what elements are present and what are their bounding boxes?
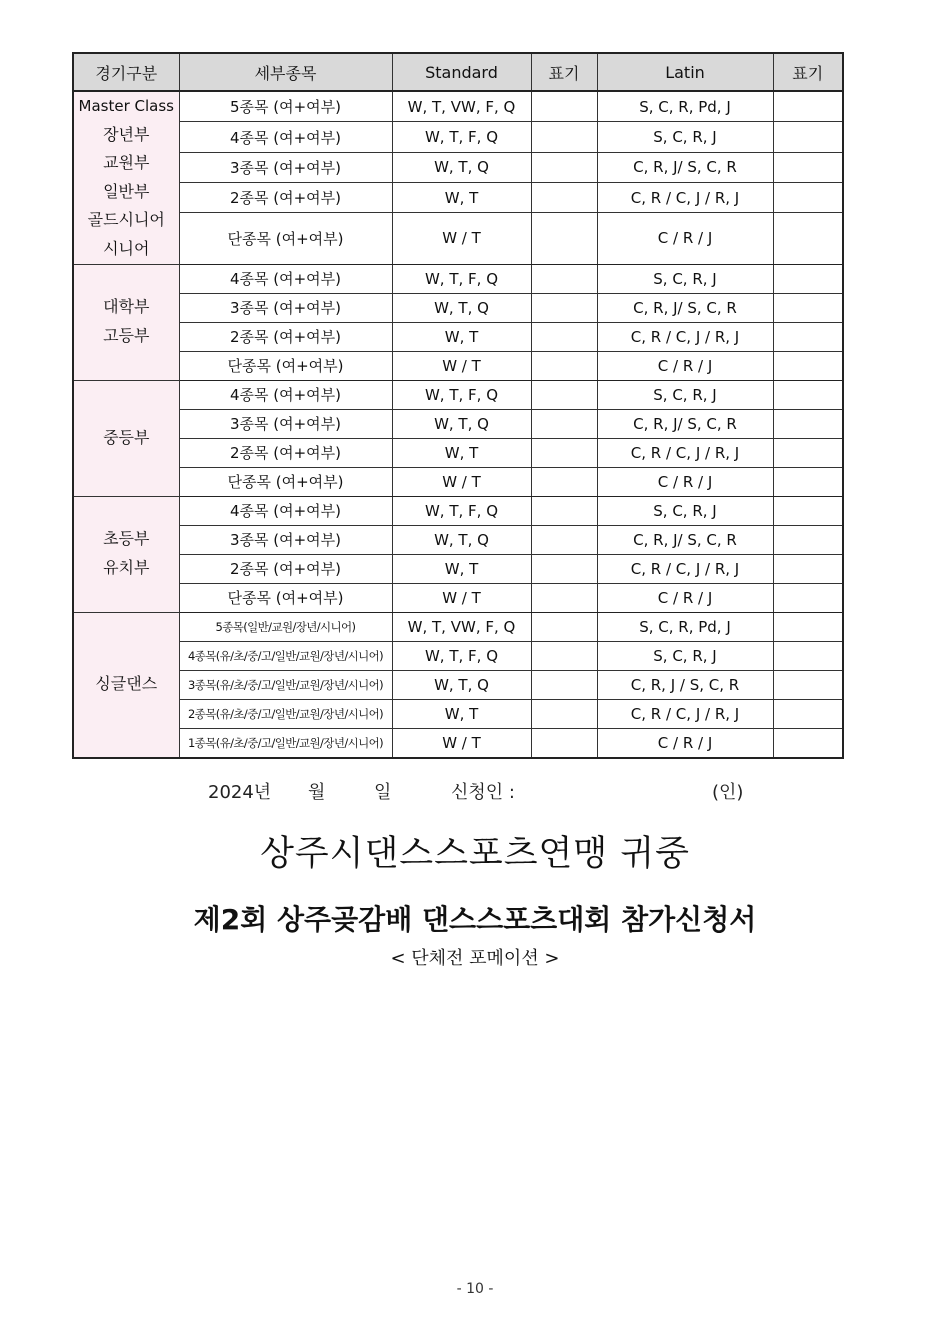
standard-mark-cell[interactable]: [531, 182, 597, 212]
standard-mark-cell[interactable]: [531, 351, 597, 380]
event-cell: 4종목 (여+여부): [179, 264, 392, 293]
standard-cell: W, T, Q: [392, 670, 531, 699]
header-standard: Standard: [392, 53, 531, 91]
table-header-row: [73, 53, 843, 91]
latin-cell: S, C, R, J: [597, 380, 773, 409]
standard-cell: W, T, Q: [392, 525, 531, 554]
division-label: 시니어: [103, 238, 150, 258]
division-label: 중등부: [103, 427, 150, 447]
latin-cell: C / R / J: [597, 351, 773, 380]
standard-cell: W, T: [392, 322, 531, 351]
latin-cell: C / R / J: [597, 583, 773, 612]
table-row: [73, 351, 843, 380]
latin-mark-cell[interactable]: [773, 213, 843, 264]
latin-mark-cell[interactable]: [773, 612, 843, 641]
event-cell: 단종목 (여+여부): [179, 583, 392, 612]
standard-cell: W, T, Q: [392, 293, 531, 322]
table-row: [73, 409, 843, 438]
signature-month: 월: [308, 782, 326, 803]
division-label: 고등부: [103, 326, 150, 346]
standard-mark-cell[interactable]: [531, 641, 597, 670]
latin-mark-cell[interactable]: [773, 496, 843, 525]
standard-mark-cell[interactable]: [531, 612, 597, 641]
standard-mark-cell[interactable]: [531, 438, 597, 467]
latin-cell: C, R, J/ S, C, R: [597, 409, 773, 438]
event-cell: 4종목(유/초/중/고/일반/교원/장년/시니어): [179, 641, 392, 670]
standard-cell: W, T, F, Q: [392, 264, 531, 293]
division-label: 초등부: [103, 529, 150, 549]
standard-mark-cell[interactable]: [531, 122, 597, 152]
standard-mark-cell[interactable]: [531, 152, 597, 182]
standard-mark-cell[interactable]: [531, 496, 597, 525]
table-row: [73, 670, 843, 699]
table-row: [73, 152, 843, 182]
standard-cell: W, T, VW, F, Q: [392, 612, 531, 641]
standard-cell: W, T: [392, 438, 531, 467]
latin-cell: C / R / J: [597, 213, 773, 264]
latin-mark-cell[interactable]: [773, 182, 843, 212]
latin-cell: S, C, R, J: [597, 641, 773, 670]
standard-cell: W / T: [392, 467, 531, 496]
latin-cell: C, R / C, J / R, J: [597, 438, 773, 467]
signature-seal: (인): [712, 782, 744, 803]
event-cell: 2종목 (여+여부): [179, 322, 392, 351]
latin-mark-cell[interactable]: [773, 264, 843, 293]
standard-cell: W / T: [392, 728, 531, 758]
standard-cell: W, T: [392, 182, 531, 212]
standard-cell: W, T, VW, F, Q: [392, 91, 531, 122]
page-number: - 10 -: [456, 1281, 494, 1297]
event-cell: 2종목 (여+여부): [179, 554, 392, 583]
event-cell: 2종목 (여+여부): [179, 182, 392, 212]
latin-mark-cell[interactable]: [773, 293, 843, 322]
division-label: 장년부: [103, 124, 150, 144]
event-cell: 5종목(일반/교원/장년/시니어): [179, 612, 392, 641]
division-label: Master Class: [78, 97, 174, 115]
latin-mark-cell[interactable]: [773, 670, 843, 699]
table-row: [73, 641, 843, 670]
table-row: [73, 496, 843, 525]
table-row: [73, 182, 843, 212]
header-latin-mark: 표기: [773, 53, 843, 91]
latin-cell: S, C, R, Pd, J: [597, 612, 773, 641]
standard-mark-cell[interactable]: [531, 728, 597, 758]
division-cell: [73, 264, 179, 380]
event-cell: 3종목 (여+여부): [179, 152, 392, 182]
table-row: [73, 438, 843, 467]
form-subtitle: < 단체전 포메이션 >: [390, 948, 560, 969]
standard-cell: W, T, F, Q: [392, 380, 531, 409]
division-label: 대학부: [103, 297, 150, 317]
entry-table: [72, 52, 844, 759]
latin-mark-cell[interactable]: [773, 122, 843, 152]
latin-mark-cell[interactable]: [773, 380, 843, 409]
latin-cell: S, C, R, J: [597, 264, 773, 293]
event-cell: 단종목 (여+여부): [179, 213, 392, 264]
latin-mark-cell[interactable]: [773, 351, 843, 380]
latin-cell: C / R / J: [597, 467, 773, 496]
standard-cell: W / T: [392, 213, 531, 264]
standard-mark-cell[interactable]: [531, 467, 597, 496]
table-row: [73, 91, 843, 122]
event-cell: 1종목(유/초/중/고/일반/교원/장년/시니어): [179, 728, 392, 758]
latin-mark-cell[interactable]: [773, 152, 843, 182]
table-row: [73, 554, 843, 583]
event-cell: 3종목(유/초/중/고/일반/교원/장년/시니어): [179, 670, 392, 699]
latin-cell: C, R / C, J / R, J: [597, 699, 773, 728]
latin-mark-cell[interactable]: [773, 641, 843, 670]
division-cell: [73, 612, 179, 758]
event-cell: 3종목 (여+여부): [179, 525, 392, 554]
latin-mark-cell[interactable]: [773, 409, 843, 438]
latin-cell: C, R, J / S, C, R: [597, 670, 773, 699]
standard-mark-cell[interactable]: [531, 322, 597, 351]
event-cell: 3종목 (여+여부): [179, 293, 392, 322]
event-cell: 단종목 (여+여부): [179, 467, 392, 496]
table-row: [73, 612, 843, 641]
standard-cell: W / T: [392, 583, 531, 612]
standard-cell: W / T: [392, 351, 531, 380]
latin-mark-cell[interactable]: [773, 583, 843, 612]
table-row: [73, 728, 843, 758]
standard-cell: W, T: [392, 554, 531, 583]
latin-cell: S, C, R, Pd, J: [597, 91, 773, 122]
standard-mark-cell[interactable]: [531, 213, 597, 264]
standard-mark-cell[interactable]: [531, 264, 597, 293]
standard-mark-cell[interactable]: [531, 554, 597, 583]
standard-mark-cell[interactable]: [531, 409, 597, 438]
standard-cell: W, T, F, Q: [392, 496, 531, 525]
division-cell: [73, 380, 179, 496]
event-cell: 5종목 (여+여부): [179, 91, 392, 122]
table-row: [73, 293, 843, 322]
latin-cell: S, C, R, J: [597, 122, 773, 152]
table-row: [73, 264, 843, 293]
recipient-organization: 상주시댄스스포츠연맹 귀중: [260, 834, 690, 874]
latin-cell: C, R / C, J / R, J: [597, 322, 773, 351]
latin-cell: C, R, J/ S, C, R: [597, 152, 773, 182]
division-label: 골드시니어: [87, 210, 165, 230]
latin-mark-cell[interactable]: [773, 91, 843, 122]
table-row: [73, 213, 843, 264]
standard-mark-cell[interactable]: [531, 699, 597, 728]
latin-cell: C, R, J/ S, C, R: [597, 293, 773, 322]
division-label: 싱글댄스: [95, 674, 158, 694]
event-cell: 4종목 (여+여부): [179, 496, 392, 525]
header-event: 세부종목: [179, 53, 392, 91]
signature-applicant-label: 신청인 :: [451, 782, 515, 803]
standard-mark-cell[interactable]: [531, 583, 597, 612]
table-row: [73, 467, 843, 496]
table-row: [73, 583, 843, 612]
latin-mark-cell[interactable]: [773, 699, 843, 728]
latin-mark-cell[interactable]: [773, 322, 843, 351]
header-division: 경기구분: [73, 53, 179, 91]
signature-day: 일: [374, 782, 392, 803]
latin-mark-cell[interactable]: [773, 438, 843, 467]
division-label: 유치부: [103, 558, 150, 578]
form-title: 제2회 상주곶감배 댄스스포츠대회 참가신청서: [193, 903, 757, 936]
latin-mark-cell[interactable]: [773, 554, 843, 583]
division-cell: [73, 496, 179, 612]
latin-cell: C, R, J/ S, C, R: [597, 525, 773, 554]
event-cell: 단종목 (여+여부): [179, 351, 392, 380]
latin-mark-cell[interactable]: [773, 525, 843, 554]
latin-cell: C / R / J: [597, 728, 773, 758]
latin-mark-cell[interactable]: [773, 728, 843, 758]
standard-cell: W, T, Q: [392, 152, 531, 182]
table-row: [73, 380, 843, 409]
signature-year: 2024년: [208, 782, 272, 803]
latin-cell: S, C, R, J: [597, 496, 773, 525]
standard-cell: W, T, F, Q: [392, 122, 531, 152]
header-standard-mark: 표기: [531, 53, 597, 91]
standard-cell: W, T, F, Q: [392, 641, 531, 670]
standard-cell: W, T, Q: [392, 409, 531, 438]
event-cell: 4종목 (여+여부): [179, 122, 392, 152]
division-label: 교원부: [103, 153, 150, 173]
header-latin: Latin: [597, 53, 773, 91]
standard-mark-cell[interactable]: [531, 670, 597, 699]
standard-mark-cell[interactable]: [531, 91, 597, 122]
event-cell: 3종목 (여+여부): [179, 409, 392, 438]
division-cell: [73, 91, 179, 264]
standard-mark-cell[interactable]: [531, 525, 597, 554]
standard-cell: W, T: [392, 699, 531, 728]
standard-mark-cell[interactable]: [531, 380, 597, 409]
latin-cell: C, R / C, J / R, J: [597, 554, 773, 583]
event-cell: 2종목(유/초/중/고/일반/교원/장년/시니어): [179, 699, 392, 728]
standard-mark-cell[interactable]: [531, 293, 597, 322]
table-row: [73, 322, 843, 351]
table-row: [73, 525, 843, 554]
latin-cell: C, R / C, J / R, J: [597, 182, 773, 212]
latin-mark-cell[interactable]: [773, 467, 843, 496]
division-label: 일반부: [103, 181, 150, 201]
table-row: [73, 122, 843, 152]
event-cell: 4종목 (여+여부): [179, 380, 392, 409]
event-cell: 2종목 (여+여부): [179, 438, 392, 467]
table-row: [73, 699, 843, 728]
